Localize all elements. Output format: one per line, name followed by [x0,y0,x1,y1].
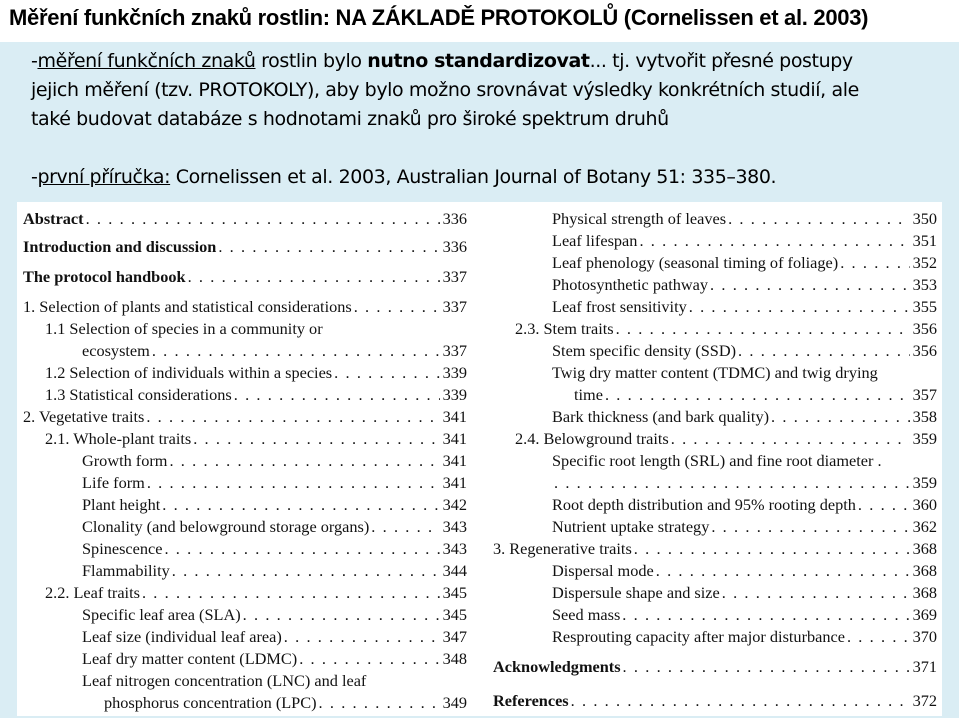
toc-entry-label: The protocol handbook [23,267,186,286]
underlined-phrase: první příručka: [37,166,171,188]
toc-leader-dots [218,236,439,258]
toc-entry-label: Stem specific density (SSD) [552,341,737,360]
toc-entry-label: 1.2 Selection of individuals within a species [45,363,333,382]
toc-entry-label: 2. Vegetative traits [23,407,145,426]
toc-page-number: 337 [442,297,467,316]
toc-leader-dots [639,230,909,252]
toc-entry-label: Flammability [82,561,170,580]
toc-entry [493,656,937,678]
toc-leader-dots [710,274,910,296]
toc-entry-label: Spinescence [82,539,163,558]
toc-entry-label: Dispersule shape and size [552,583,720,602]
toc-page-number: 347 [442,627,467,646]
citation-text: Cornelissen et al. 2003, Australian Journal of Botany 51: 335–380. [170,166,777,188]
toc-page-number: 345 [442,605,467,624]
toc-entry [23,266,467,288]
toc-leader-dots [858,494,910,516]
toc-leader-dots [722,582,910,604]
toc-entry-label: 2.2. Leaf traits [45,583,140,602]
toc-entry [493,340,937,362]
toc-entry [23,296,467,318]
toc-entry-label: Bark thickness (and bark quality) [552,407,770,426]
toc-page-number: 368 [912,583,937,602]
toc-page-number: 372 [912,691,937,710]
toc-entry [23,406,467,428]
toc-entry [23,626,467,648]
toc-leader-dots [847,626,910,648]
toc-leader-dots [334,362,439,384]
toc-entry [493,428,937,450]
toc-page-number: 370 [912,627,937,646]
toc-leader-dots [147,472,440,494]
toc-entry [23,384,467,406]
toc-page-number: 341 [442,429,467,448]
toc-entry [23,604,467,626]
toc-entry-label: ecosystem [82,341,150,360]
toc-leader-dots [840,252,909,274]
toc-leader-dots [86,208,440,230]
toc-leader-dots [554,472,910,494]
toc-page-number: 356 [912,319,937,338]
toc-leader-dots [172,560,440,582]
toc-entry [493,450,937,472]
toc-entry [493,362,937,384]
toc-entry-label: Acknowledgments [493,657,621,676]
toc-entry-label: Leaf nitrogen concentration (LNC) and leaf [82,671,367,690]
toc-entry [23,648,467,670]
toc-page-number: 369 [912,605,937,624]
slide-title-bar [0,0,959,42]
toc-entry [23,362,467,384]
slide-title: Měření funkčních znaků rostlin: NA ZÁKLADĚ PROTOKOLŮ (Cornelissen et al. 2003) [9,5,869,30]
toc-entry [23,428,467,450]
toc-leader-dots [188,266,440,288]
paragraph-1-line-2: jejich měření (tzv. PROTOKOLY), aby bylo možno srovnávat výsledky konkrétních studií, ale [31,79,859,101]
toc-leader-dots [623,656,910,678]
toc-page-number: 353 [912,275,937,294]
toc-entry-label: Twig dry matter content (TDMC) and twig drying [552,363,878,382]
toc-entry-label: References [493,691,569,710]
toc-entry [493,626,937,648]
text-run: rostlin bylo [255,50,368,72]
bullet-dash: - [31,50,38,72]
toc-entry-label: Life form [82,473,145,492]
toc-page-number: 337 [442,341,467,360]
toc-entry [493,538,937,560]
toc-leader-dots [771,406,910,428]
toc-page-number: 336 [442,237,467,256]
toc-leader-dots [622,604,909,626]
toc-entry-label: Leaf lifespan [552,231,638,250]
paragraph-2 [31,166,776,188]
table-of-contents-image [17,202,942,716]
toc-leader-dots [234,384,440,406]
toc-entry [23,450,467,472]
toc-entry-label: Specific leaf area (SLA) [82,605,241,624]
toc-entry [493,252,937,274]
toc-leader-dots [142,582,440,604]
toc-entry [493,274,937,296]
toc-page-number: 360 [912,495,937,514]
toc-entry [23,340,467,362]
toc-entry-label: Photosynthetic pathway [552,275,709,294]
toc-page-number: 339 [442,363,467,382]
toc-leader-dots [146,406,439,428]
toc-entry-label: 1.3 Statistical considerations [45,385,232,404]
toc-leader-dots [193,428,439,450]
toc-entry-label: 2.3. Stem traits [515,319,614,338]
toc-entry-label: time [574,385,603,404]
toc-entry-label: Resprouting capacity after major disturbance [552,627,845,646]
toc-leader-dots [243,604,440,626]
toc-entry-label: Dispersal mode [552,561,654,580]
toc-entry [493,406,937,428]
toc-page-number: 345 [442,583,467,602]
toc-page-number: 339 [442,385,467,404]
toc-leader-dots [689,296,910,318]
toc-entry-label: 1. Selection of plants and statistical considerations [23,297,352,316]
toc-entry-label: Root depth distribution and 95% rooting depth [552,495,856,514]
toc-entry [493,604,937,626]
toc-page-number: 350 [912,209,937,228]
toc-entry-label: Introduction and discussion [23,237,217,256]
toc-entry [23,538,467,560]
toc-entry [493,494,937,516]
toc-page-number: 368 [912,561,937,580]
toc-leader-dots [671,428,910,450]
toc-leader-dots [169,450,439,472]
toc-leader-dots [616,318,910,340]
toc-page-number: 358 [912,407,937,426]
toc-entry [23,318,467,340]
bold-phrase: nutno standardizovat [367,50,590,72]
toc-entry [23,692,467,714]
toc-page-number: 357 [912,385,937,404]
text-run: ... tj. vytvořit přesné postupy [589,50,853,72]
toc-leader-dots [162,494,439,516]
toc-leader-dots [164,538,439,560]
toc-leader-dots [371,516,439,538]
toc-page-number: 371 [912,657,937,676]
toc-leader-dots [319,692,440,714]
toc-leader-dots [299,648,439,670]
toc-entry-label: Physical strength of leaves [552,209,727,228]
toc-leader-dots [738,340,910,362]
toc-entry [493,690,937,712]
toc-entry-label: 2.1. Whole-plant traits [45,429,192,448]
toc-leader-dots [711,516,909,538]
paragraph-1-line-1 [31,50,853,72]
toc-entry-label: 3. Regenerative traits [493,539,632,558]
toc-leader-dots [152,340,440,362]
toc-page-number: 342 [442,495,467,514]
toc-entry-label: Leaf size (individual leaf area) [82,627,282,646]
toc-entry-label: Abstract [23,209,84,228]
toc-entry [23,494,467,516]
toc-entry-label: Growth form [82,451,168,470]
toc-entry-label: Plant height [82,495,161,514]
toc-page-number: 341 [442,473,467,492]
toc-entry [23,560,467,582]
toc-entry-label: 1.1 Selection of species in a community or [45,319,323,338]
toc-entry [493,296,937,318]
toc-entry [493,582,937,604]
toc-page-number: 352 [912,253,937,272]
toc-leader-dots [656,560,910,582]
toc-page-number: 343 [442,539,467,558]
toc-entry [493,208,937,230]
toc-page-number: 344 [442,561,467,580]
toc-entry-label: Leaf dry matter content (LDMC) [82,649,298,668]
toc-page-number: 337 [442,267,467,286]
toc-entry [23,472,467,494]
toc-leader-dots [605,384,910,406]
toc-page-number: 356 [912,341,937,360]
toc-page-number: 368 [912,539,937,558]
toc-page-number: 341 [442,407,467,426]
toc-entry [23,236,467,258]
bullet-dash: - [31,166,38,188]
toc-page-number: 349 [442,693,467,712]
toc-entry [493,560,937,582]
toc-leader-dots [284,626,440,648]
toc-entry-label: Seed mass [552,605,621,624]
toc-page-number: 336 [442,209,467,228]
toc-entry [23,208,467,230]
toc-page-number: 355 [912,297,937,316]
underlined-phrase: měření funkčních znaků [37,50,256,72]
toc-page-number: 341 [442,451,467,470]
toc-entry-label: Nutrient uptake strategy [552,517,710,536]
toc-entry [493,230,937,252]
toc-entry-label: Clonality (and belowground storage organs) [82,517,370,536]
paragraph-1-line-3: také budovat databáze s hodnotami znaků pro široké spektrum druhů [31,108,669,130]
toc-leader-dots [728,208,910,230]
toc-page-number: 348 [442,649,467,668]
toc-entry-label: phosphorus concentration (LPC) [104,693,317,712]
toc-page-number: 362 [912,517,937,536]
toc-entry [493,318,937,340]
toc-page-number: 359 [912,429,937,448]
toc-entry [23,516,467,538]
toc-leader-dots [354,296,440,318]
toc-page-number: 359 [912,473,937,492]
toc-entry-label: Leaf phenology (seasonal timing of foliage) [552,253,839,272]
toc-entry [23,670,467,692]
toc-entry [493,472,937,494]
toc-page-number: 351 [912,231,937,250]
toc-leader-dots [571,690,910,712]
toc-entry-label: Specific root length (SRL) and fine root diameter . [552,451,882,470]
toc-leader-dots [634,538,910,560]
toc-page-number: 343 [442,517,467,536]
toc-entry [23,582,467,604]
toc-entry [493,384,937,406]
toc-entry-label: 2.4. Belowground traits [515,429,669,448]
toc-entry-label: Leaf frost sensitivity [552,297,687,316]
toc-entry [493,516,937,538]
